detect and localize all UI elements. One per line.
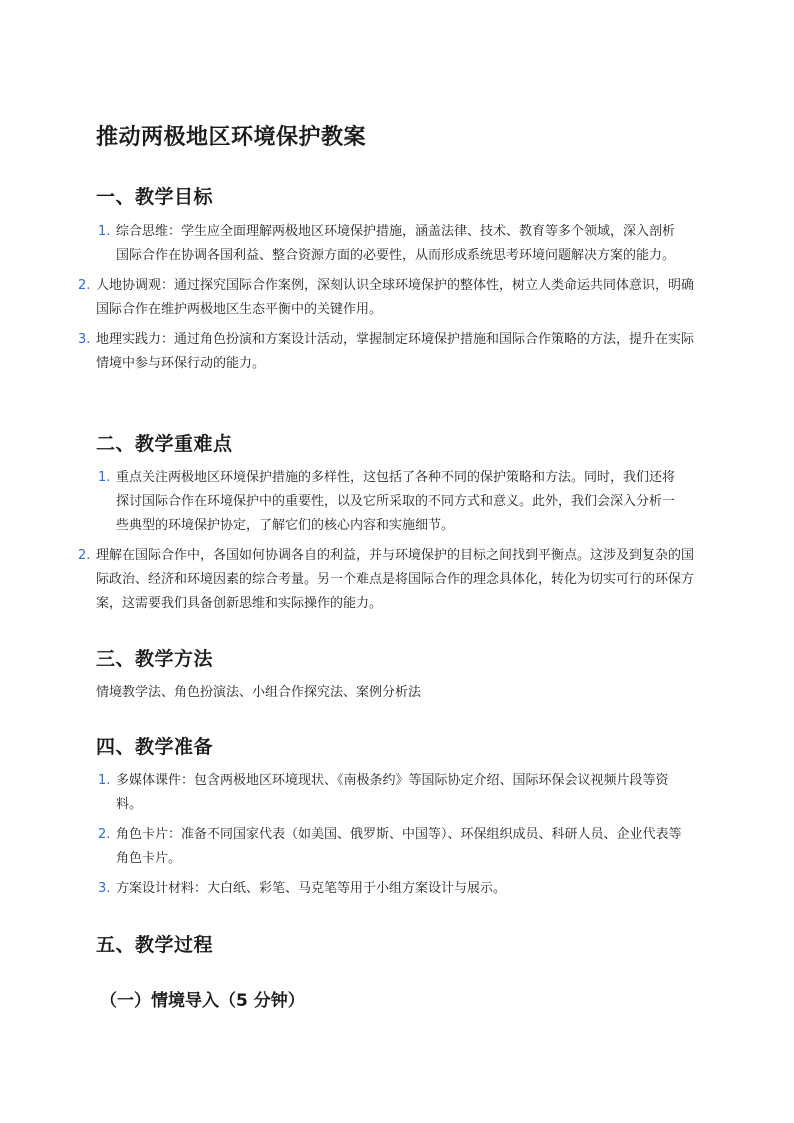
section-heading-objectives: 一、教学目标 — [96, 186, 214, 208]
list-number: 1. — [98, 773, 111, 788]
methods-text: 情境教学法、角色扮演法、小组合作探究法、案例分析法 — [96, 685, 422, 700]
key-points-list — [78, 466, 700, 616]
list-item — [96, 823, 700, 871]
list-item-text: 综合思维：学生应全面理解两极地区环境保护措施，涵盖法律、技术、教育等多个领域，深入剖析国际合作在协调各国利益、整合资源方面的必要性，从而形成系统思考环境问题解决方案的能力。 — [116, 224, 676, 263]
list-item — [96, 220, 700, 268]
section-heading-key-points: 二、教学重难点 — [96, 433, 233, 455]
list-number: 1. — [98, 224, 111, 239]
list-item-text: 理解在国际合作中，各国如何协调各自的利益，并与环境保护的目标之间找到平衡点。这涉及到复杂的国际政治、经济和环境因素的综合考量。另一个难点是将国际合作的理念具体化，转化为切实可行的环保方案，这需要我们具备创新思维和实际操作的能力。 — [96, 548, 695, 611]
list-number: 2. — [78, 548, 91, 563]
list-item-text: 重点关注两极地区环境保护措施的多样性，这包括了各种不同的保护策略和方法。同时，我们还将探讨国际合作在环境保护中的重要性，以及它所采取的不同方式和意义。此外，我们会深入分析一些典型的环境保护协定，了解它们的核心内容和实施细节。 — [116, 470, 676, 533]
list-item — [78, 328, 700, 376]
list-item — [96, 466, 700, 538]
list-item — [78, 274, 700, 322]
section-heading-preparation: 四、教学准备 — [96, 736, 214, 758]
list-item — [96, 877, 700, 901]
document-title: 推动两极地区环境保护教案 — [96, 125, 367, 150]
list-number: 2. — [98, 827, 111, 842]
list-item-text: 地理实践力：通过角色扮演和方案设计活动，掌握制定环境保护措施和国际合作策略的方法，提升在实际情境中参与环保行动的能力。 — [96, 332, 695, 371]
list-item — [96, 769, 700, 817]
section-heading-methods: 三、教学方法 — [96, 648, 214, 670]
objectives-list — [78, 220, 700, 376]
list-number: 2. — [78, 278, 91, 293]
list-number: 3. — [98, 881, 111, 896]
list-number: 1. — [98, 470, 111, 485]
list-item-text: 方案设计材料：大白纸、彩笔、马克笔等用于小组方案设计与展示。 — [116, 881, 507, 896]
section-heading-process: 五、教学过程 — [96, 934, 214, 956]
preparation-list — [96, 769, 700, 901]
list-item-text: 多媒体课件：包含两极地区环境现状、《南极条约》等国际协定介绍、国际环保会议视频片段等资料。 — [116, 773, 669, 812]
list-number: 3. — [78, 332, 91, 347]
list-item-text: 角色卡片：准备不同国家代表（如美国、俄罗斯、中国等）、环保组织成员、科研人员、企业代表等角色卡片。 — [116, 827, 682, 866]
list-item-text: 人地协调观：通过探究国际合作案例，深刻认识全球环境保护的整体性，树立人类命运共同体意识，明确国际合作在维护两极地区生态平衡中的关键作用。 — [96, 278, 695, 317]
list-item — [78, 544, 700, 616]
subsection-heading-intro: （一）情境导入（5 分钟） — [100, 991, 305, 1011]
